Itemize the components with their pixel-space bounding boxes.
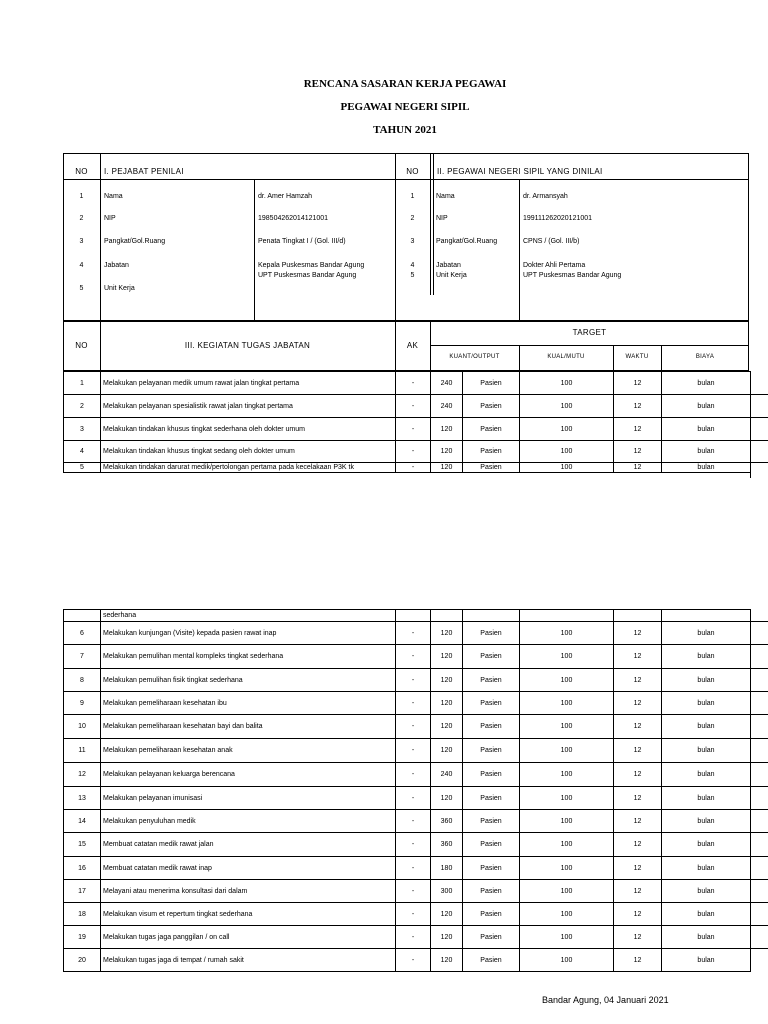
row-biaya: bulan	[662, 949, 751, 972]
row-unit: Pasien	[463, 645, 520, 669]
row-kuant: 120	[431, 739, 463, 763]
row-waktu: 12	[614, 669, 662, 692]
col-kegiatan-header: III. KEGIATAN TUGAS JABATAN	[184, 341, 311, 350]
row-kuant: 240	[431, 395, 463, 418]
penilai-field-label: Unit Kerja	[104, 285, 135, 292]
officials-no-header: NO	[75, 167, 88, 176]
row-biaya: bulan	[662, 715, 751, 739]
row-unit: Pasien	[463, 787, 520, 810]
row-kegiatan: Melakukan pelayanan imunisasi	[101, 787, 396, 810]
table-row	[64, 926, 751, 949]
penilai-no: 3	[79, 238, 84, 245]
row-kuant: 120	[431, 715, 463, 739]
row-unit: Pasien	[463, 715, 520, 739]
row-no: 8	[64, 669, 101, 692]
dinilai-field-label: NIP	[436, 215, 448, 222]
dinilai-position: Dokter Ahli Pertama	[523, 262, 586, 269]
row-unit: Pasien	[463, 463, 520, 473]
penilai-no: 5	[79, 285, 84, 292]
row-kegiatan: Melakukan pelayanan keluarga berencana	[101, 763, 396, 787]
table-row	[64, 645, 751, 669]
row-mutu: 100	[520, 739, 614, 763]
row-kuant: 120	[431, 903, 463, 926]
table-row	[64, 903, 751, 926]
row-ak: -	[396, 645, 431, 669]
row-mutu: 100	[520, 395, 614, 418]
row-mutu: 100	[520, 857, 614, 880]
row-mutu: 100	[520, 463, 614, 473]
row-waktu: 12	[614, 463, 662, 473]
row-biaya: bulan	[662, 692, 751, 715]
row-ak: -	[396, 669, 431, 692]
row-waktu: 12	[614, 949, 662, 972]
penilai-field-label: Nama	[104, 193, 123, 200]
document-title: RENCANA SASARAN KERJA PEGAWAI	[303, 78, 507, 90]
row-waktu: 12	[614, 418, 662, 441]
activities-table-page2	[63, 609, 751, 972]
row-kuant: 120	[431, 926, 463, 949]
row-unit: Pasien	[463, 880, 520, 903]
row-unit: Pasien	[463, 903, 520, 926]
table-row	[64, 395, 751, 418]
table-row	[64, 372, 751, 395]
row-no: 12	[64, 763, 101, 787]
row-kegiatan: Melakukan tindakan khusus tingkat sedang oleh dokter umum	[101, 441, 396, 463]
row-kegiatan: Melakukan visum et repertum tingkat sederhana	[101, 903, 396, 926]
row-biaya: bulan	[662, 372, 751, 395]
row-mutu: 100	[520, 833, 614, 857]
dinilai-no: 1	[410, 193, 415, 200]
row-mutu: 100	[520, 926, 614, 949]
row-waktu: 12	[614, 903, 662, 926]
table-row	[64, 441, 751, 463]
row-unit: Pasien	[463, 763, 520, 787]
dinilai-section-title: II. PEGAWAI NEGERI SIPIL YANG DINILAI	[437, 167, 603, 176]
dinilai-no: 4	[410, 262, 415, 269]
row-unit: Pasien	[463, 810, 520, 833]
row-ak: -	[396, 787, 431, 810]
table-row	[64, 833, 751, 857]
penilai-nip: 198504262014121001	[258, 215, 329, 222]
row-waktu: 12	[614, 622, 662, 645]
table-row	[64, 787, 751, 810]
row-mutu: 100	[520, 418, 614, 441]
row-biaya: bulan	[662, 669, 751, 692]
row-ak: -	[396, 880, 431, 903]
penilai-field-label: Pangkat/Gol.Ruang	[104, 238, 166, 245]
row-kegiatan: Melakukan pelayanan spesialistik rawat jalan tingkat pertama	[101, 395, 396, 418]
table-row	[64, 810, 751, 833]
row-biaya: bulan	[662, 418, 751, 441]
row-unit: Pasien	[463, 926, 520, 949]
row-kuant: 120	[431, 622, 463, 645]
row-biaya: bulan	[662, 833, 751, 857]
row-no: 4	[64, 441, 101, 463]
row-mutu: 100	[520, 810, 614, 833]
right-stub-page1	[750, 371, 768, 478]
row-ak: -	[396, 739, 431, 763]
table-row	[64, 418, 751, 441]
document-year: TAHUN 2021	[373, 124, 437, 136]
row-unit: Pasien	[463, 622, 520, 645]
row-kegiatan: Melakukan pemeliharaan kesehatan ibu	[101, 692, 396, 715]
row-ak: -	[396, 692, 431, 715]
dinilai-nip: 199111262020121001	[523, 215, 593, 222]
row-mutu: 100	[520, 692, 614, 715]
penilai-field-label: NIP	[104, 215, 116, 222]
row-biaya: bulan	[662, 810, 751, 833]
row-biaya: bulan	[662, 857, 751, 880]
row-mutu: 100	[520, 787, 614, 810]
row-biaya: bulan	[662, 739, 751, 763]
row-no: 7	[64, 645, 101, 669]
row-kegiatan: Melakukan kunjungan (Visite) kepada pasien rawat inap	[101, 622, 396, 645]
row-waktu: 12	[614, 395, 662, 418]
row-mutu: 100	[520, 715, 614, 739]
row-ak: -	[396, 395, 431, 418]
row-biaya: bulan	[662, 787, 751, 810]
row-ak: -	[396, 833, 431, 857]
dinilai-unit: UPT Puskesmas Bandar Agung	[523, 272, 622, 279]
row-kuant: 240	[431, 763, 463, 787]
row-kegiatan: Melayani atau menerima konsultasi dari dalam	[101, 880, 396, 903]
row-no: 6	[64, 622, 101, 645]
dinilai-field-label: Pangkat/Gol.Ruang	[436, 238, 498, 245]
row-unit: Pasien	[463, 692, 520, 715]
row-no: 1	[64, 372, 101, 395]
table-row	[64, 739, 751, 763]
dinilai-field-label: Unit Kerja	[436, 272, 467, 279]
row-kuant: 240	[431, 372, 463, 395]
row-mutu: 100	[520, 949, 614, 972]
row-mutu: 100	[520, 669, 614, 692]
row-biaya: bulan	[662, 763, 751, 787]
row-no: 11	[64, 739, 101, 763]
row-kuant: 360	[431, 833, 463, 857]
row-mutu: 100	[520, 441, 614, 463]
row-waktu: 12	[614, 880, 662, 903]
row-mutu: 100	[520, 903, 614, 926]
row-ak: -	[396, 622, 431, 645]
row-no: 17	[64, 880, 101, 903]
row-ak: -	[396, 441, 431, 463]
row-waktu: 12	[614, 692, 662, 715]
dinilai-field-label: Jabatan	[436, 262, 461, 269]
row-kuant: 120	[431, 949, 463, 972]
row-unit: Pasien	[463, 949, 520, 972]
table-row	[64, 463, 751, 473]
row-unit: Pasien	[463, 739, 520, 763]
row-kuant: 360	[431, 810, 463, 833]
row-ak: -	[396, 372, 431, 395]
row-waktu: 12	[614, 857, 662, 880]
row-mutu: 100	[520, 763, 614, 787]
table-row	[64, 763, 751, 787]
table-row	[64, 857, 751, 880]
penilai-rank: Penata Tingkat I / (Gol. III/d)	[258, 238, 346, 245]
row-ak: -	[396, 949, 431, 972]
row-ak: -	[396, 903, 431, 926]
continuation-text: sederhana	[101, 610, 396, 622]
row-unit: Pasien	[463, 395, 520, 418]
row-no: 18	[64, 903, 101, 926]
row-no: 10	[64, 715, 101, 739]
row-biaya: bulan	[662, 926, 751, 949]
row-kegiatan: Melakukan tugas jaga di tempat / rumah sakit	[101, 949, 396, 972]
row-no: 14	[64, 810, 101, 833]
row-biaya: bulan	[662, 463, 751, 473]
row-ak: -	[396, 418, 431, 441]
row-unit: Pasien	[463, 833, 520, 857]
row-no: 16	[64, 857, 101, 880]
row-kuant: 120	[431, 441, 463, 463]
row-unit: Pasien	[463, 857, 520, 880]
dinilai-name: dr. Armansyah	[523, 193, 568, 200]
officials-no-header-2: NO	[406, 167, 419, 176]
row-kegiatan: Melakukan pemeliharaan kesehatan anak	[101, 739, 396, 763]
dinilai-field-label: Nama	[436, 193, 455, 200]
penilai-no: 4	[79, 262, 84, 269]
col-kuant-header: KUANT/OUTPUT	[449, 354, 500, 360]
row-ak: -	[396, 810, 431, 833]
activities-table-page1	[63, 371, 751, 473]
col-biaya-header: BIAYA	[695, 354, 715, 360]
row-unit: Pasien	[463, 441, 520, 463]
row-biaya: bulan	[662, 645, 751, 669]
table-row	[64, 715, 751, 739]
row-kegiatan: Melakukan pemeliharaan kesehatan bayi dan balita	[101, 715, 396, 739]
row-no: 13	[64, 787, 101, 810]
row-kuant: 120	[431, 692, 463, 715]
row-no: 19	[64, 926, 101, 949]
continuation-row	[64, 610, 751, 622]
row-kuant: 300	[431, 880, 463, 903]
row-kegiatan: Melakukan tindakan khusus tingkat sederhana oleh dokter umum	[101, 418, 396, 441]
table-row	[64, 669, 751, 692]
row-kuant: 180	[431, 857, 463, 880]
dinilai-no: 3	[410, 238, 415, 245]
col-ak-header: AK	[406, 341, 419, 350]
row-kuant: 120	[431, 645, 463, 669]
row-no: 15	[64, 833, 101, 857]
row-waktu: 12	[614, 810, 662, 833]
row-mutu: 100	[520, 645, 614, 669]
row-kegiatan: Melakukan penyuluhan medik	[101, 810, 396, 833]
table-row	[64, 880, 751, 903]
row-kuant: 120	[431, 787, 463, 810]
dinilai-no: 2	[410, 215, 415, 222]
row-waktu: 12	[614, 926, 662, 949]
row-mutu: 100	[520, 372, 614, 395]
place-date: Bandar Agung, 04 Januari 2021	[542, 995, 669, 1005]
row-no: 3	[64, 418, 101, 441]
row-ak: -	[396, 763, 431, 787]
penilai-field-label: Jabatan	[104, 262, 129, 269]
row-waktu: 12	[614, 645, 662, 669]
row-waktu: 12	[614, 441, 662, 463]
row-no: 20	[64, 949, 101, 972]
col-no-header: NO	[75, 341, 88, 350]
row-mutu: 100	[520, 622, 614, 645]
row-kegiatan: Melakukan pemulihan mental kompleks tingkat sederhana	[101, 645, 396, 669]
row-kegiatan: Melakukan pelayanan medik umum rawat jalan tingkat pertama	[101, 372, 396, 395]
penilai-no: 1	[79, 193, 84, 200]
penilai-position: Kepala Puskesmas Bandar Agung	[258, 262, 365, 269]
row-kegiatan: Membuat catatan medik rawat inap	[101, 857, 396, 880]
penilai-unit: UPT Puskesmas Bandar Agung	[258, 272, 357, 279]
penilai-no: 2	[79, 215, 84, 222]
row-biaya: bulan	[662, 622, 751, 645]
row-biaya: bulan	[662, 395, 751, 418]
table-row	[64, 692, 751, 715]
row-ak: -	[396, 926, 431, 949]
dinilai-rank: CPNS / (Gol. III/b)	[523, 238, 580, 245]
row-biaya: bulan	[662, 441, 751, 463]
row-unit: Pasien	[463, 669, 520, 692]
row-no: 5	[64, 463, 101, 473]
penilai-section-title: I. PEJABAT PENILAI	[104, 167, 184, 176]
table-row	[64, 949, 751, 972]
row-kegiatan: Melakukan tindakan darurat medik/pertolongan pertama pada kecelakaan P3K tk	[101, 463, 396, 473]
dinilai-no: 5	[410, 272, 415, 279]
table-row	[64, 622, 751, 645]
row-kegiatan: Melakukan tugas jaga panggilan / on call	[101, 926, 396, 949]
row-biaya: bulan	[662, 880, 751, 903]
row-kuant: 120	[431, 418, 463, 441]
col-waktu-header: WAKTU	[625, 354, 649, 360]
row-biaya: bulan	[662, 903, 751, 926]
penilai-name: dr. Amer Hamzah	[258, 193, 313, 200]
row-waktu: 12	[614, 715, 662, 739]
col-kual-header: KUAL/MUTU	[547, 354, 585, 360]
row-unit: Pasien	[463, 372, 520, 395]
row-mutu: 100	[520, 880, 614, 903]
row-waktu: 12	[614, 739, 662, 763]
col-target-header: TARGET	[572, 328, 607, 337]
row-waktu: 12	[614, 372, 662, 395]
row-ak: -	[396, 463, 431, 473]
row-ak: -	[396, 715, 431, 739]
row-no: 2	[64, 395, 101, 418]
row-waktu: 12	[614, 833, 662, 857]
row-kegiatan: Membuat catatan medik rawat jalan	[101, 833, 396, 857]
right-stub-page2	[750, 609, 768, 970]
row-no: 9	[64, 692, 101, 715]
document-subtitle: PEGAWAI NEGERI SIPIL	[340, 101, 470, 113]
row-waktu: 12	[614, 763, 662, 787]
row-unit: Pasien	[463, 418, 520, 441]
row-waktu: 12	[614, 787, 662, 810]
row-kuant: 120	[431, 463, 463, 473]
row-ak: -	[396, 857, 431, 880]
row-kuant: 120	[431, 669, 463, 692]
row-kegiatan: Melakukan pemulihan fisik tingkat sederhana	[101, 669, 396, 692]
